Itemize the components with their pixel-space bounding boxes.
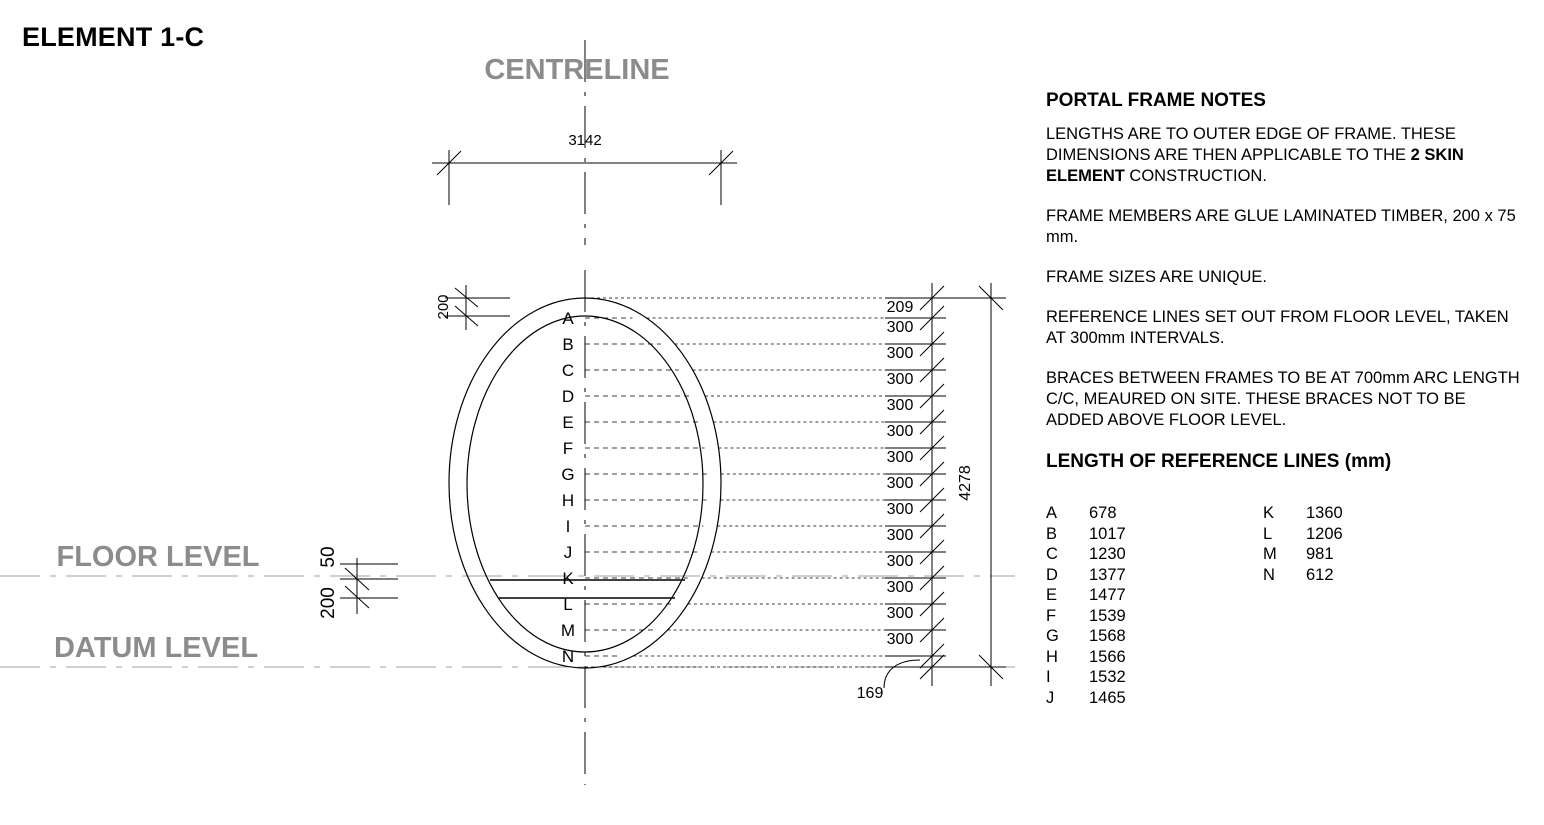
reference-row-a [1046, 503, 1126, 524]
reference-row-b [1046, 524, 1126, 545]
frame-thickness-value: 200 [435, 294, 452, 320]
width-dimension-value: 3142 [568, 132, 602, 149]
reference-row-letter: M [1263, 545, 1277, 563]
reference-row-k [1263, 503, 1343, 524]
reference-row-letter: B [1046, 524, 1058, 543]
reference-row-letter: C [1046, 545, 1058, 563]
interval-label: 300 [886, 553, 914, 570]
reference-letter-n: N [561, 647, 575, 666]
interval-label: 300 [886, 449, 914, 466]
note-members: FRAME MEMBERS ARE GLUE LAMINATED TIMBER, 200 x 75 mm. [1046, 207, 1516, 246]
frame-thickness-dimension [445, 285, 510, 330]
overall-height-value: 4278 [957, 465, 974, 501]
reference-row-c [1046, 544, 1126, 565]
reference-row-g [1046, 626, 1126, 647]
reference-row-letter: K [1263, 504, 1275, 522]
reference-letter-j: J [563, 543, 573, 562]
notes-heading: PORTAL FRAME NOTES [1046, 90, 1266, 111]
interval-label: 300 [886, 345, 914, 362]
reference-row-length: 1377 [1089, 565, 1126, 584]
reference-letter-b: B [562, 335, 574, 354]
reference-row-letter: F [1046, 606, 1057, 625]
reference-lines [585, 298, 932, 667]
note-lengths-bold1: 2 SKIN [1410, 146, 1464, 164]
reference-letter-c: C [561, 361, 575, 380]
reference-table-col1 [1046, 503, 1126, 708]
reference-letter-k: K [562, 569, 574, 588]
reference-letter-f: F [562, 439, 574, 458]
reference-row-l [1263, 524, 1343, 545]
reference-row-letter: J [1046, 688, 1055, 707]
interval-label: 300 [886, 527, 914, 544]
bottom-segment-value: 169 [856, 685, 884, 702]
reference-letter-d: D [561, 387, 575, 406]
note-lengths-end: CONSTRUCTION. [1124, 167, 1267, 185]
reference-letter-a: A [562, 309, 574, 328]
interval-label: 300 [886, 397, 914, 414]
reference-row-e [1046, 585, 1126, 606]
reference-row-letter: D [1046, 565, 1058, 584]
reference-row-d [1046, 565, 1126, 586]
interval-label: 300 [886, 475, 914, 492]
reference-row-length: 1360 [1306, 504, 1343, 522]
interval-label: 300 [886, 605, 914, 622]
reference-row-letter: G [1046, 627, 1059, 645]
reference-row-m [1263, 544, 1343, 565]
bottom-segment-leader [884, 660, 920, 688]
reference-row-letter: E [1046, 586, 1058, 604]
interval-label: 300 [886, 423, 914, 440]
reference-table-col2 [1263, 503, 1343, 585]
note-sizes: FRAME SIZES ARE UNIQUE. [1046, 268, 1267, 286]
reference-row-length: 1230 [1089, 545, 1126, 563]
floor-offset-b-value: 200 [318, 587, 339, 619]
reference-row-f [1046, 606, 1126, 627]
floor-level-label: FLOOR LEVEL [56, 541, 260, 573]
reference-row-n [1263, 565, 1343, 586]
reference-row-length: 612 [1306, 565, 1334, 584]
reference-row-h [1046, 647, 1126, 668]
reference-row-length: 1206 [1306, 524, 1343, 543]
interval-label: 300 [886, 631, 914, 648]
interval-label: 300 [886, 319, 914, 336]
reference-letter-l: L [563, 595, 573, 614]
interval-label: 300 [886, 501, 914, 518]
note-lengths-text: LENGTHS ARE TO OUTER EDGE OF FRAME. THESE DIMENSIONS ARE THEN APPLICABLE TO THE [1046, 125, 1456, 164]
note-reference-lines: REFERENCE LINES SET OUT FROM FLOOR LEVEL, TAKEN AT 300mm INTERVALS. [1046, 308, 1509, 347]
reference-row-length: 981 [1306, 545, 1334, 563]
reference-row-length: 1477 [1089, 586, 1126, 604]
reference-row-j [1046, 688, 1126, 709]
reference-letters [561, 309, 575, 666]
note-lengths-bold2: ELEMENT [1046, 167, 1125, 185]
reference-letter-g: G [561, 465, 575, 484]
reference-letter-e: E [562, 413, 574, 432]
note-lengths [1046, 124, 1526, 187]
reference-row-length: 1465 [1089, 688, 1126, 707]
reference-row-letter: H [1046, 647, 1058, 666]
reference-letter-m: M [560, 621, 576, 640]
reference-row-letter: I [1046, 668, 1051, 686]
portal-frame-notes [1046, 90, 1526, 491]
datum-level-label: DATUM LEVEL [53, 632, 259, 664]
reference-table-heading: LENGTH OF REFERENCE LINES (mm) [1046, 451, 1392, 472]
drawing-title: ELEMENT 1-C [22, 22, 205, 52]
reference-row-length: 1539 [1089, 606, 1126, 625]
reference-row-length: 1017 [1089, 524, 1126, 543]
reference-row-length: 1568 [1089, 627, 1126, 645]
reference-row-length: 1532 [1089, 668, 1126, 686]
reference-row-letter: A [1046, 504, 1058, 522]
reference-row-letter: L [1263, 524, 1273, 543]
reference-row-letter: N [1263, 565, 1275, 584]
interval-label: 300 [886, 579, 914, 596]
floor-offset-dimension [340, 558, 398, 614]
reference-row-length: 1566 [1089, 647, 1126, 666]
reference-row-i [1046, 667, 1126, 688]
reference-row-length: 678 [1089, 504, 1117, 522]
interval-label: 209 [886, 299, 914, 316]
floor-offset-a-value: 50 [318, 546, 339, 568]
note-braces: BRACES BETWEEN FRAMES TO BE AT 700mm ARC LENGTH C/C, MEAURED ON SITE. THESE BRACES NOT TO BE ADDED ABOVE FLOOR LEVEL. [1046, 369, 1520, 429]
interval-label: 300 [886, 371, 914, 388]
reference-letter-i: I [565, 517, 571, 536]
centreline-label: CENTRELINE [484, 54, 670, 86]
reference-letter-h: H [561, 491, 575, 510]
